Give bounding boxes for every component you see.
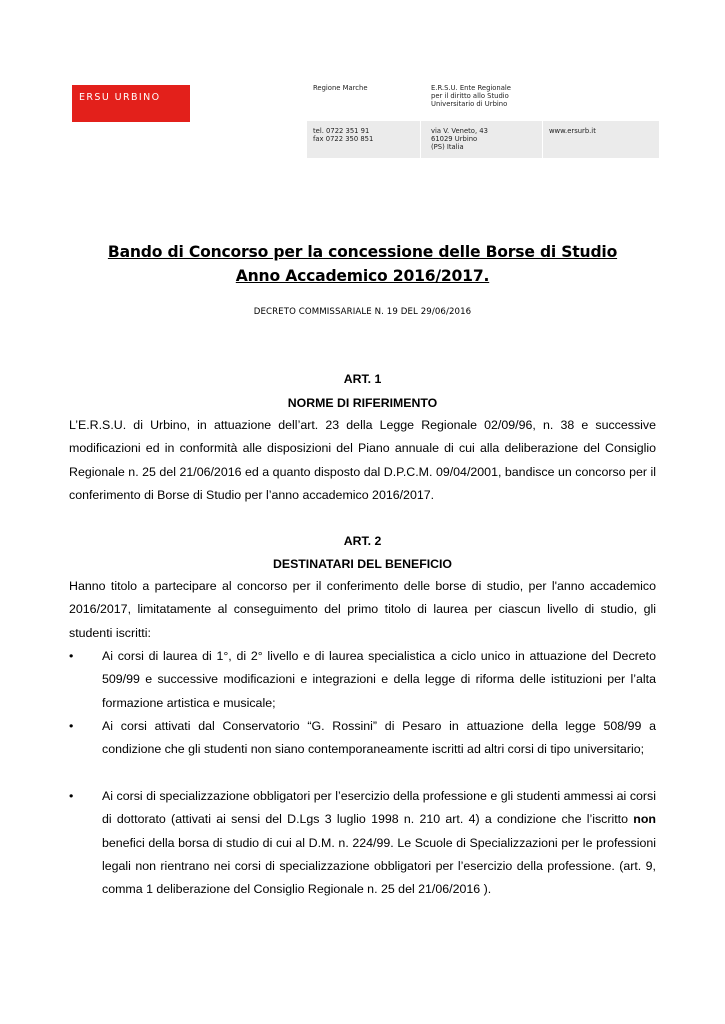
header-phone — [313, 127, 373, 143]
document-title-line1: Bando di Concorso per la concessione delle Borse di Studio — [107, 243, 618, 261]
bullet-icon: • — [69, 649, 74, 663]
phone-line: tel. 0722 351 91 — [313, 127, 370, 135]
header-divider — [542, 121, 543, 158]
website-link[interactable]: www.ersurb.it — [549, 127, 596, 135]
org-line: E.R.S.U. Ente Regionale — [431, 84, 511, 92]
art1-heading: NORME DI RIFERIMENTO — [287, 396, 438, 410]
region-name: Regione Marche — [313, 84, 368, 92]
header-divider — [420, 121, 421, 158]
header-region — [313, 84, 368, 92]
address-line: via V. Veneto, 43 — [431, 127, 488, 135]
header-website — [549, 127, 596, 135]
text-run: Ai corsi di specializzazione obbligatori per l’esercizio della professione e gli studenti ammessi ai corsi di dottorato (attivati ai sensi del D.Lgs 3 luglio 1998 n. 210 art. 4) a condizione che l’iscritto — [102, 789, 656, 827]
bullet-icon: • — [69, 719, 74, 733]
logo-text: ERSU URBINO — [79, 92, 161, 103]
art2-intro: Hanno titolo a partecipare al concorso per il conferimento delle borse di studio, per l'anno accademico 2016/2017, limitatamente al conseguimento del primo titolo di laurea per ciascun livello di studio, gli studenti iscritti: — [69, 579, 656, 640]
document-title-line2: Anno Accademico 2016/2017. — [235, 267, 490, 285]
header-organization — [431, 84, 511, 109]
art2-number: ART. 2 — [343, 534, 382, 548]
list-item-text: Ai corsi attivati dal Conservatorio “G. Rossini” di Pesaro in attuazione della legge 508/99 a condizione che gli studenti non siano contemporaneamente iscritti ad altri corsi di tipo universitario; — [102, 719, 656, 757]
emphasis-text: non — [633, 812, 656, 827]
bullet-icon: • — [69, 789, 74, 803]
header-address — [431, 127, 488, 152]
address-line: 61029 Urbino — [431, 135, 478, 144]
org-line: Universitario di Urbino — [431, 100, 508, 109]
org-line: per il diritto allo Studio — [431, 92, 509, 101]
art1-number: ART. 1 — [343, 372, 382, 386]
list-item-text: Ai corsi di laurea di 1°, di 2° livello e di laurea specialistica a ciclo unico in attuazione del Decreto 509/99 e successive modificazioni e integrazioni e della legge di riforma delle istituzioni per l’alta formazione artistica e musicale; — [102, 649, 656, 710]
art1-paragraph: L’E.R.S.U. di Urbino, in attuazione dell’art. 23 della Legge Regionale 02/09/96, n. 38 e successive modificazioni ed in conformità alle disposizioni del Piano annuale di cui alla deliberazione del Consiglio Regionale n. 25 del 21/06/2016 ed a quanto disposto dal D.P.C.M. 09/04/2001, bandisce un concorso per il conferimento di Borse di Studio per l’anno accademico 2016/2017. — [69, 418, 656, 502]
text-run: benefici della borsa di studio di cui al D.M. n. 224/99. Le Scuole di Specializzazioni per le professioni legali non rientrano nei corsi di specializzazione obbligatori per l’esercizio della professione. (art. 9, comma 1 deliberazione del Consiglio Regionale n. 25 del 21/06/2016 ). — [102, 835, 656, 897]
fax-line: fax 0722 350 851 — [313, 135, 374, 144]
address-line: (PS) Italia — [431, 143, 464, 152]
ersu-logo — [72, 85, 190, 122]
art2-heading: DESTINATARI DEL BENEFICIO — [273, 557, 452, 571]
decree-reference: DECRETO COMMISSARIALE N. 19 DEL 29/06/2016 — [253, 307, 472, 317]
list-item-text — [102, 785, 656, 901]
